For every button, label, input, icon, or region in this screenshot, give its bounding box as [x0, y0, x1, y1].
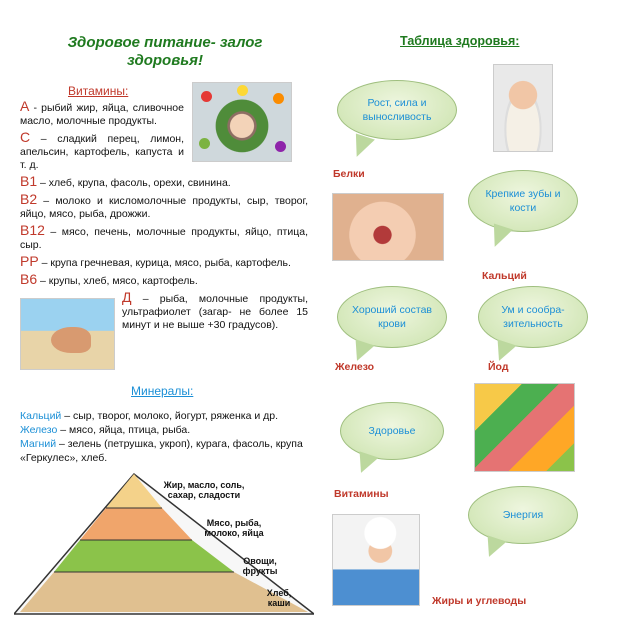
vitamin-item [20, 175, 308, 190]
bubble-text: Крепкие зубы и кости [485, 188, 561, 214]
vitamin-sources: – молоко и кисломолочные продукты, сыр, творог, яйцо, мясо, рыба, дрожжи. [20, 195, 308, 220]
vitamin-letter: А [20, 98, 30, 114]
pyramid-level-4-label [267, 588, 292, 608]
vitamin-item [20, 193, 308, 221]
girl-on-beach-photo [20, 298, 115, 370]
mineral-item [20, 409, 312, 423]
iron-label: Железо [335, 361, 375, 373]
health-table-heading: Таблица здоровья: [400, 34, 520, 48]
vitamin-letter: РР [20, 253, 39, 269]
child-open-mouth-photo [332, 193, 444, 261]
vitamin-letter: В1 [20, 173, 38, 189]
iodine-label: Йод [488, 361, 509, 373]
speech-bubble-growth [337, 80, 457, 140]
vitamin-sources: – мясо, печень, молочные продукты, яйцо, птица, сыр. [20, 226, 308, 251]
vitamin-item [122, 291, 308, 332]
baby-chef-photo [332, 514, 420, 606]
mineral-sources: – сыр, творог, молоко, йогурт, ряженка и др. [61, 410, 278, 422]
pyramid-level-3-line: Овощи, [243, 556, 277, 566]
bubble-text: Рост, сила и выносливость [362, 97, 432, 123]
mineral-sources: – зелень (петрушка, укроп), курага, фасоль, крупа «Геркулес», хлеб. [20, 438, 303, 464]
mineral-name: Магний [20, 438, 57, 450]
pyramid-level-2-label [204, 518, 264, 538]
food-pyramid [14, 468, 314, 618]
vitamin-sources: – крупы, хлеб, мясо, картофель. [37, 275, 198, 287]
pyramid-level-3-label [243, 556, 278, 576]
speech-bubble-teeth [468, 170, 578, 232]
vitamins-heading: Витамины: [68, 84, 129, 98]
vitamin-letter: В6 [20, 271, 38, 287]
pyramid-level-1-label [163, 480, 245, 500]
vitamin-letter: В2 [20, 191, 38, 207]
mineral-sources: – мясо, яйца, птица, рыба. [57, 424, 191, 436]
pyramid-level-1-line: сахар, сладости [167, 490, 241, 500]
fats-carbs-label: Жиры и углеводы [432, 595, 527, 607]
mineral-item [20, 437, 312, 465]
mineral-name: Кальций [20, 410, 62, 422]
pyramid-level-2-line: Мясо, рыба, [206, 518, 262, 528]
vitamin-sources: - рыбий жир, яйца, сливочное масло, молочные продукты. [20, 102, 184, 127]
fruit-and-vegetables-photo [474, 383, 575, 472]
vitamin-sources: – сладкий перец, лимон, апельсин, картофель, капуста и т. д. [20, 133, 184, 171]
pyramid-level-4-line: Хлеб, [266, 588, 292, 598]
vitamin-letter: В12 [20, 222, 45, 238]
mineral-item [20, 423, 312, 437]
page-title: Здоровое питание- залог здоровья! [67, 34, 263, 69]
speech-bubble-mind [478, 286, 588, 348]
bubble-text: Ум и сообра-зительность [501, 304, 565, 330]
vitamin-sources: – хлеб, крупа, фасоль, орехи, свинина. [37, 177, 231, 189]
vitamin-letter: С [20, 129, 31, 145]
minerals-list [20, 409, 312, 465]
speech-bubble-blood [337, 286, 447, 348]
bubble-text: Здоровье [368, 425, 416, 437]
pyramid-level-3-line: фрукты [242, 566, 278, 576]
pyramid-level-1-line: Жир, масло, соль, [163, 480, 245, 490]
speech-bubble-health [340, 402, 444, 460]
vitamins-label: Витамины [334, 488, 389, 500]
vitamin-item [20, 224, 308, 252]
bubble-text: Хороший состав крови [351, 304, 433, 330]
vitamin-item [20, 255, 308, 270]
vitamin-item [20, 131, 184, 172]
vitamin-sources: – рыба, молочные продукты, ультрафиолет (загар- не более 15 минут и не выше +30 градусов). [122, 293, 308, 331]
proteins-label: Белки [333, 168, 365, 180]
pyramid-level-2-line: молоко, яйца [204, 528, 264, 538]
bubble-text: Энергия [502, 509, 544, 521]
vitamin-sources: – крупа гречневая, курица, мясо, рыба, картофель. [38, 257, 291, 269]
baby-in-eggshell-photo [493, 64, 553, 152]
calcium-label: Кальций [482, 270, 527, 282]
pyramid-level-4-line: каши [267, 598, 291, 608]
speech-bubble-energy [468, 486, 578, 544]
vitamin-item [20, 100, 184, 128]
minerals-heading: Минералы: [131, 384, 194, 398]
bubble-tail [349, 133, 375, 160]
mineral-name: Железо [20, 424, 58, 436]
vitamin-letter: Д [122, 289, 132, 305]
vitamin-item [20, 273, 308, 288]
bubble-tail [487, 223, 513, 250]
